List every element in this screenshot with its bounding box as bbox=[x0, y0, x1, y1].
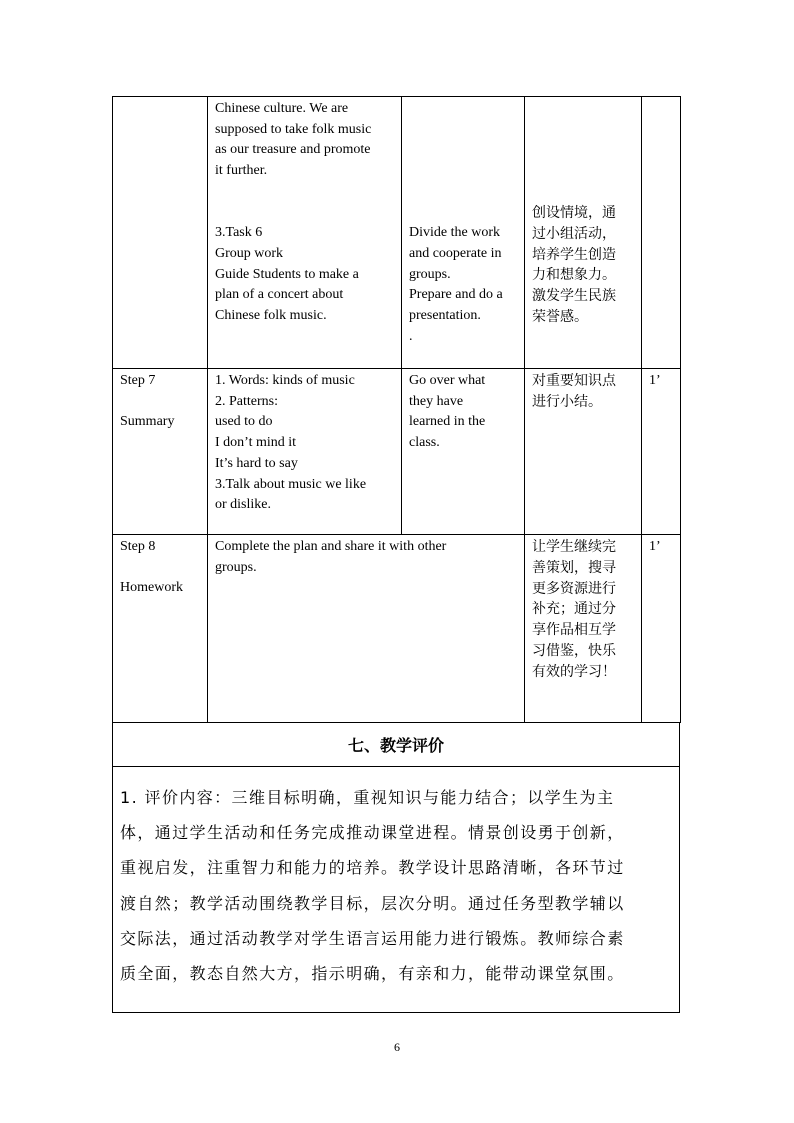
purpose-line: 过小组活动， bbox=[532, 225, 616, 242]
content-line: 2. Patterns: bbox=[215, 393, 278, 409]
purpose-line bbox=[532, 141, 636, 162]
purpose-line: 力和想象力。 bbox=[532, 267, 616, 284]
evaluation-line: 体，通过学生活动和任务完成推动课堂进程。情景创设勇于创新， bbox=[120, 823, 625, 843]
time-cell bbox=[642, 535, 681, 723]
content-cell bbox=[208, 97, 402, 369]
purpose-line: 善策划，搜寻 bbox=[532, 559, 616, 576]
activity-line: they have bbox=[409, 393, 464, 409]
activity-line: presentation. bbox=[409, 308, 481, 324]
evaluation-line: 重视启发，注重智力和能力的培养。教学设计思路清晰，各环节过 bbox=[120, 858, 625, 878]
purpose-line: 享作品相互学 bbox=[532, 622, 616, 639]
evaluation-line: 渡自然；教学活动围绕教学目标，层次分明。通过任务型教学辅以 bbox=[120, 893, 625, 913]
purpose-line: 补充；通过分 bbox=[532, 601, 616, 618]
purpose-cell bbox=[525, 369, 642, 535]
content-line: 3.Talk about music we like bbox=[215, 476, 367, 492]
content-line: used to do bbox=[215, 414, 273, 430]
activity-line: class. bbox=[409, 435, 440, 451]
activity-line bbox=[409, 203, 519, 224]
content-line bbox=[215, 182, 396, 203]
evaluation-line: 质全面，教态自然大方，指示明确，有亲和力，能带动课堂氛围。 bbox=[120, 964, 625, 984]
step-label: Homework bbox=[120, 580, 183, 596]
time-value: 1’ bbox=[649, 539, 661, 554]
purpose-line: 习借鉴，快乐 bbox=[532, 642, 616, 659]
content-line: it further. bbox=[215, 163, 268, 179]
evaluation-title: 七、教学评价 bbox=[347, 735, 444, 755]
purpose-line: 激发学生民族 bbox=[532, 288, 616, 305]
step-label bbox=[120, 558, 202, 579]
step-label: Step 8 bbox=[120, 539, 156, 554]
purpose-line bbox=[532, 120, 636, 141]
purpose-line: 创设情境，通 bbox=[532, 204, 616, 221]
evaluation-line: 1. 评价内容：三维目标明确，重视知识与能力结合；以学生为主 bbox=[120, 788, 615, 807]
step-cell bbox=[113, 97, 208, 369]
activity-cell bbox=[402, 369, 525, 535]
purpose-line: 有效的学习！ bbox=[532, 663, 616, 680]
content-line: Guide Students to make a bbox=[215, 266, 359, 282]
time-cell bbox=[642, 97, 681, 369]
content-line: Chinese culture. We are bbox=[215, 101, 349, 116]
activity-line: learned in the bbox=[409, 414, 486, 430]
step-label: Step 7 bbox=[120, 373, 156, 388]
content-line: plan of a concert about bbox=[215, 287, 344, 303]
activity-line bbox=[409, 120, 519, 141]
purpose-cell bbox=[525, 535, 642, 723]
table-row bbox=[113, 97, 681, 369]
page-number: 6 bbox=[394, 1040, 400, 1054]
activity-line: and cooperate in bbox=[409, 245, 502, 261]
content-line: 1. Words: kinds of music bbox=[215, 373, 355, 388]
purpose-line: 培养学生创造 bbox=[532, 246, 616, 263]
activity-line bbox=[409, 182, 519, 203]
content-line: It’s hard to say bbox=[215, 455, 298, 471]
evaluation-text bbox=[120, 780, 676, 991]
activity-line bbox=[409, 99, 519, 120]
purpose-cell bbox=[525, 97, 642, 369]
time-value: 1’ bbox=[649, 373, 661, 388]
activity-line bbox=[409, 161, 519, 182]
purpose-line bbox=[532, 161, 636, 182]
content-line: Complete the plan and share it with other bbox=[215, 539, 447, 554]
content-line bbox=[215, 203, 396, 224]
step-label: Summary bbox=[120, 414, 175, 430]
purpose-line: 荣誉感。 bbox=[532, 308, 588, 325]
evaluation-line: 交际法，通过活动教学对学生语言运用能力进行锻炼。教师综合素 bbox=[120, 928, 625, 948]
purpose-line: 对重要知识点 bbox=[532, 373, 616, 389]
content-line: I don’t mind it bbox=[215, 435, 297, 451]
content-line: as our treasure and promote bbox=[215, 142, 371, 158]
purpose-line: 让学生继续完 bbox=[532, 539, 616, 555]
content-line: supposed to take folk music bbox=[215, 121, 372, 137]
step-cell bbox=[113, 535, 208, 723]
content-line: 3.Task 6 bbox=[215, 225, 263, 241]
content-line: Chinese folk music. bbox=[215, 308, 327, 324]
time-cell bbox=[642, 369, 681, 535]
table-row bbox=[113, 369, 681, 535]
activity-line: groups. bbox=[409, 266, 451, 282]
content-line: Group work bbox=[215, 245, 284, 261]
purpose-line: 进行小结。 bbox=[532, 393, 602, 410]
step-label bbox=[120, 392, 202, 413]
purpose-line bbox=[532, 99, 636, 120]
step-cell bbox=[113, 369, 208, 535]
purpose-line: 更多资源进行 bbox=[532, 580, 616, 597]
activity-line bbox=[409, 140, 519, 161]
purpose-line bbox=[532, 182, 636, 203]
activity-line: Prepare and do a bbox=[409, 287, 503, 303]
content-line: or dislike. bbox=[215, 497, 271, 513]
activity-line: Divide the work bbox=[409, 225, 500, 241]
content-cell bbox=[208, 369, 402, 535]
activity-line: Go over what bbox=[409, 373, 486, 388]
activity-cell bbox=[402, 97, 525, 369]
evaluation-section bbox=[112, 722, 680, 1013]
evaluation-title-row bbox=[113, 722, 679, 767]
lesson-plan-table bbox=[112, 96, 681, 723]
content-cell bbox=[208, 535, 525, 723]
table-row bbox=[113, 535, 681, 723]
content-line: groups. bbox=[215, 559, 257, 575]
activity-line: . bbox=[409, 328, 413, 344]
